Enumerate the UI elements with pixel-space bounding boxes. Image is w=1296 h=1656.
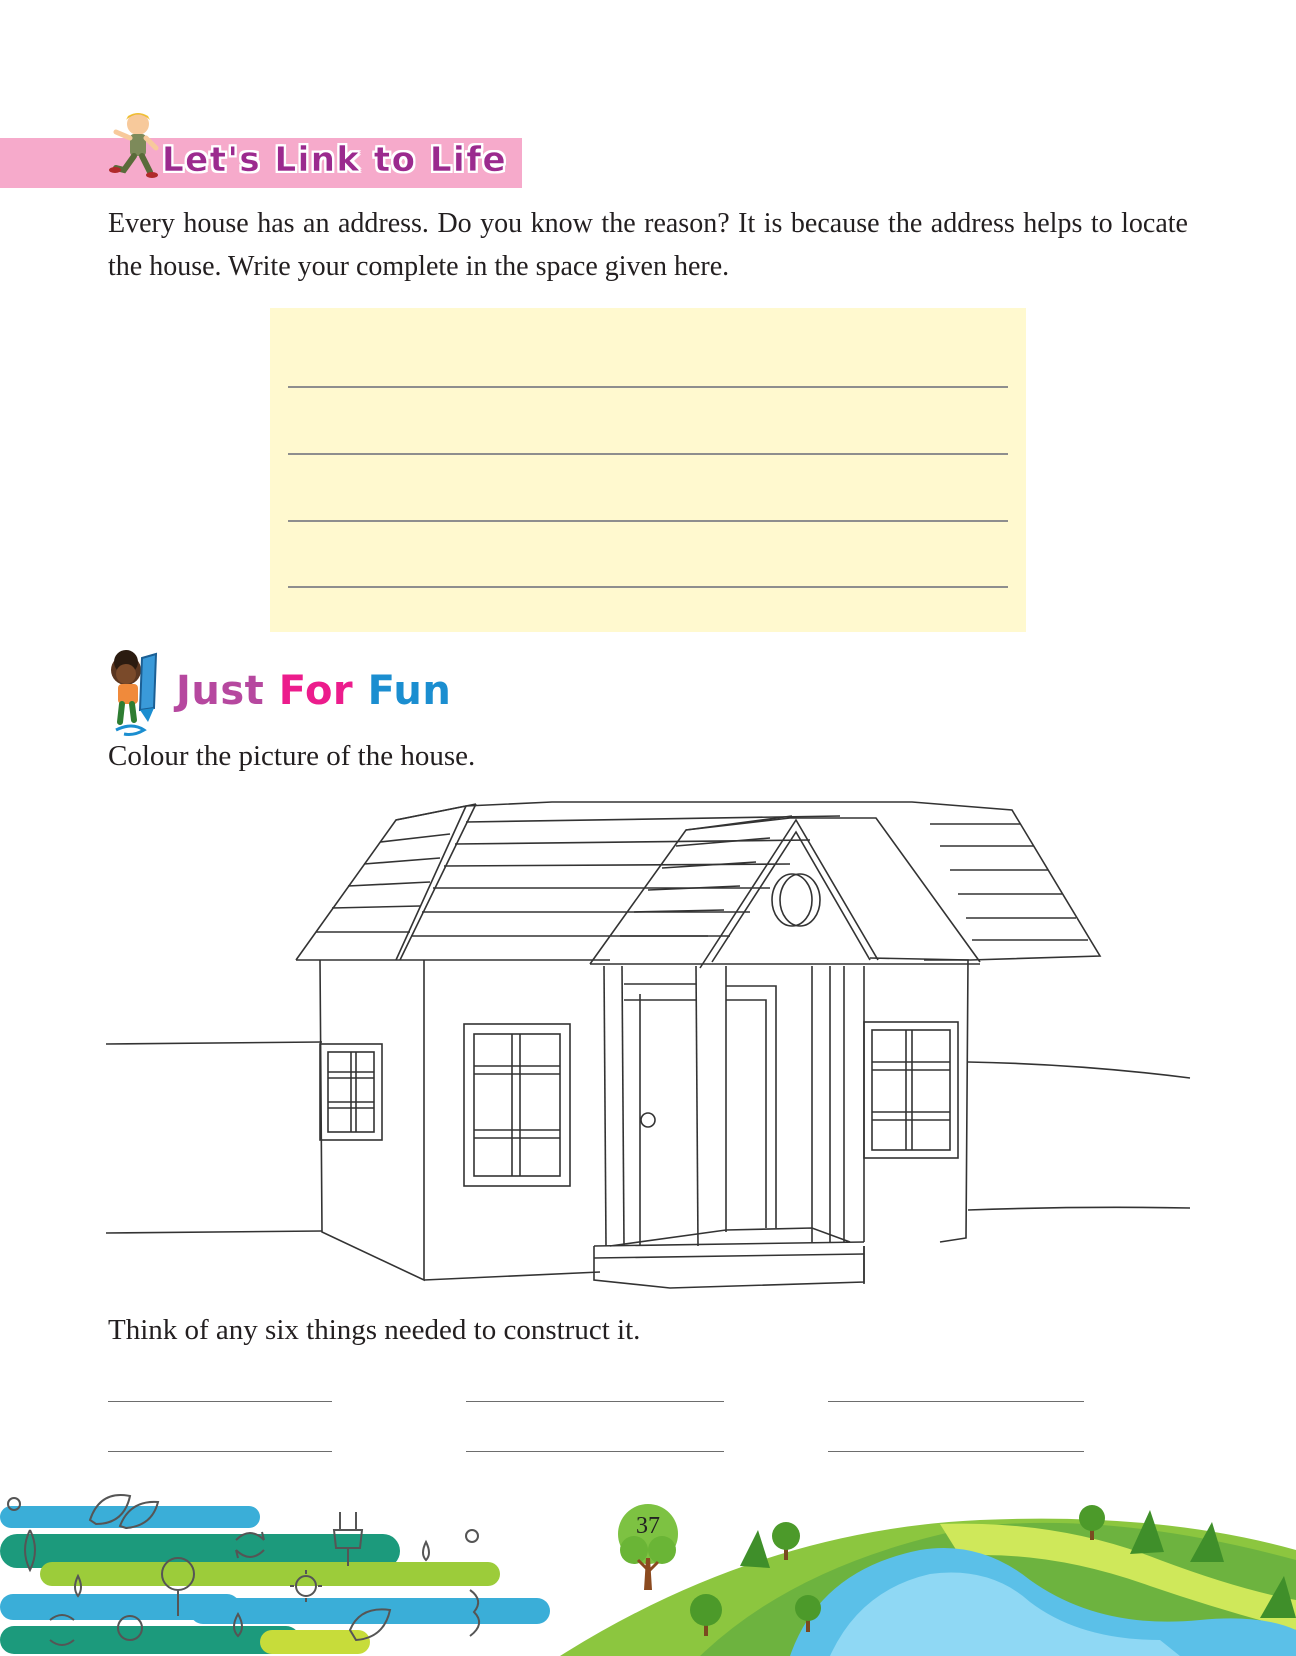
answer-line[interactable] bbox=[466, 1401, 724, 1402]
answer-line[interactable] bbox=[828, 1451, 1084, 1452]
eco-stripes-decoration bbox=[0, 1490, 560, 1656]
writing-line[interactable] bbox=[288, 586, 1008, 588]
writing-line[interactable] bbox=[288, 386, 1008, 388]
heading-word-just: Just bbox=[176, 668, 265, 714]
crayon-kid-icon bbox=[104, 648, 166, 738]
green-hill-river-decoration bbox=[560, 1490, 1296, 1656]
writing-line[interactable] bbox=[288, 520, 1008, 522]
answer-line[interactable] bbox=[108, 1451, 332, 1452]
answer-line[interactable] bbox=[108, 1401, 332, 1402]
construction-question: Think of any six things needed to construct it. bbox=[108, 1314, 641, 1346]
answer-line[interactable] bbox=[466, 1451, 724, 1452]
address-writing-box[interactable] bbox=[270, 308, 1026, 632]
running-boy-icon bbox=[108, 110, 164, 182]
section-heading-lets-link-to-life: Let's Link to Life bbox=[162, 140, 508, 180]
address-paragraph: Every house has an address. Do you know the reason? It is because the address helps to locate the house. Write your complete in the space given here. bbox=[108, 208, 1188, 282]
house-colouring-picture[interactable] bbox=[100, 790, 1196, 1290]
section-heading-just-for-fun bbox=[176, 668, 451, 714]
writing-line[interactable] bbox=[288, 453, 1008, 455]
page-number: 37 bbox=[636, 1513, 660, 1539]
heading-word-fun: Fun bbox=[367, 668, 452, 714]
answer-line[interactable] bbox=[828, 1401, 1084, 1402]
colouring-instruction: Colour the picture of the house. bbox=[108, 740, 476, 772]
heading-word-for: For bbox=[278, 668, 354, 714]
